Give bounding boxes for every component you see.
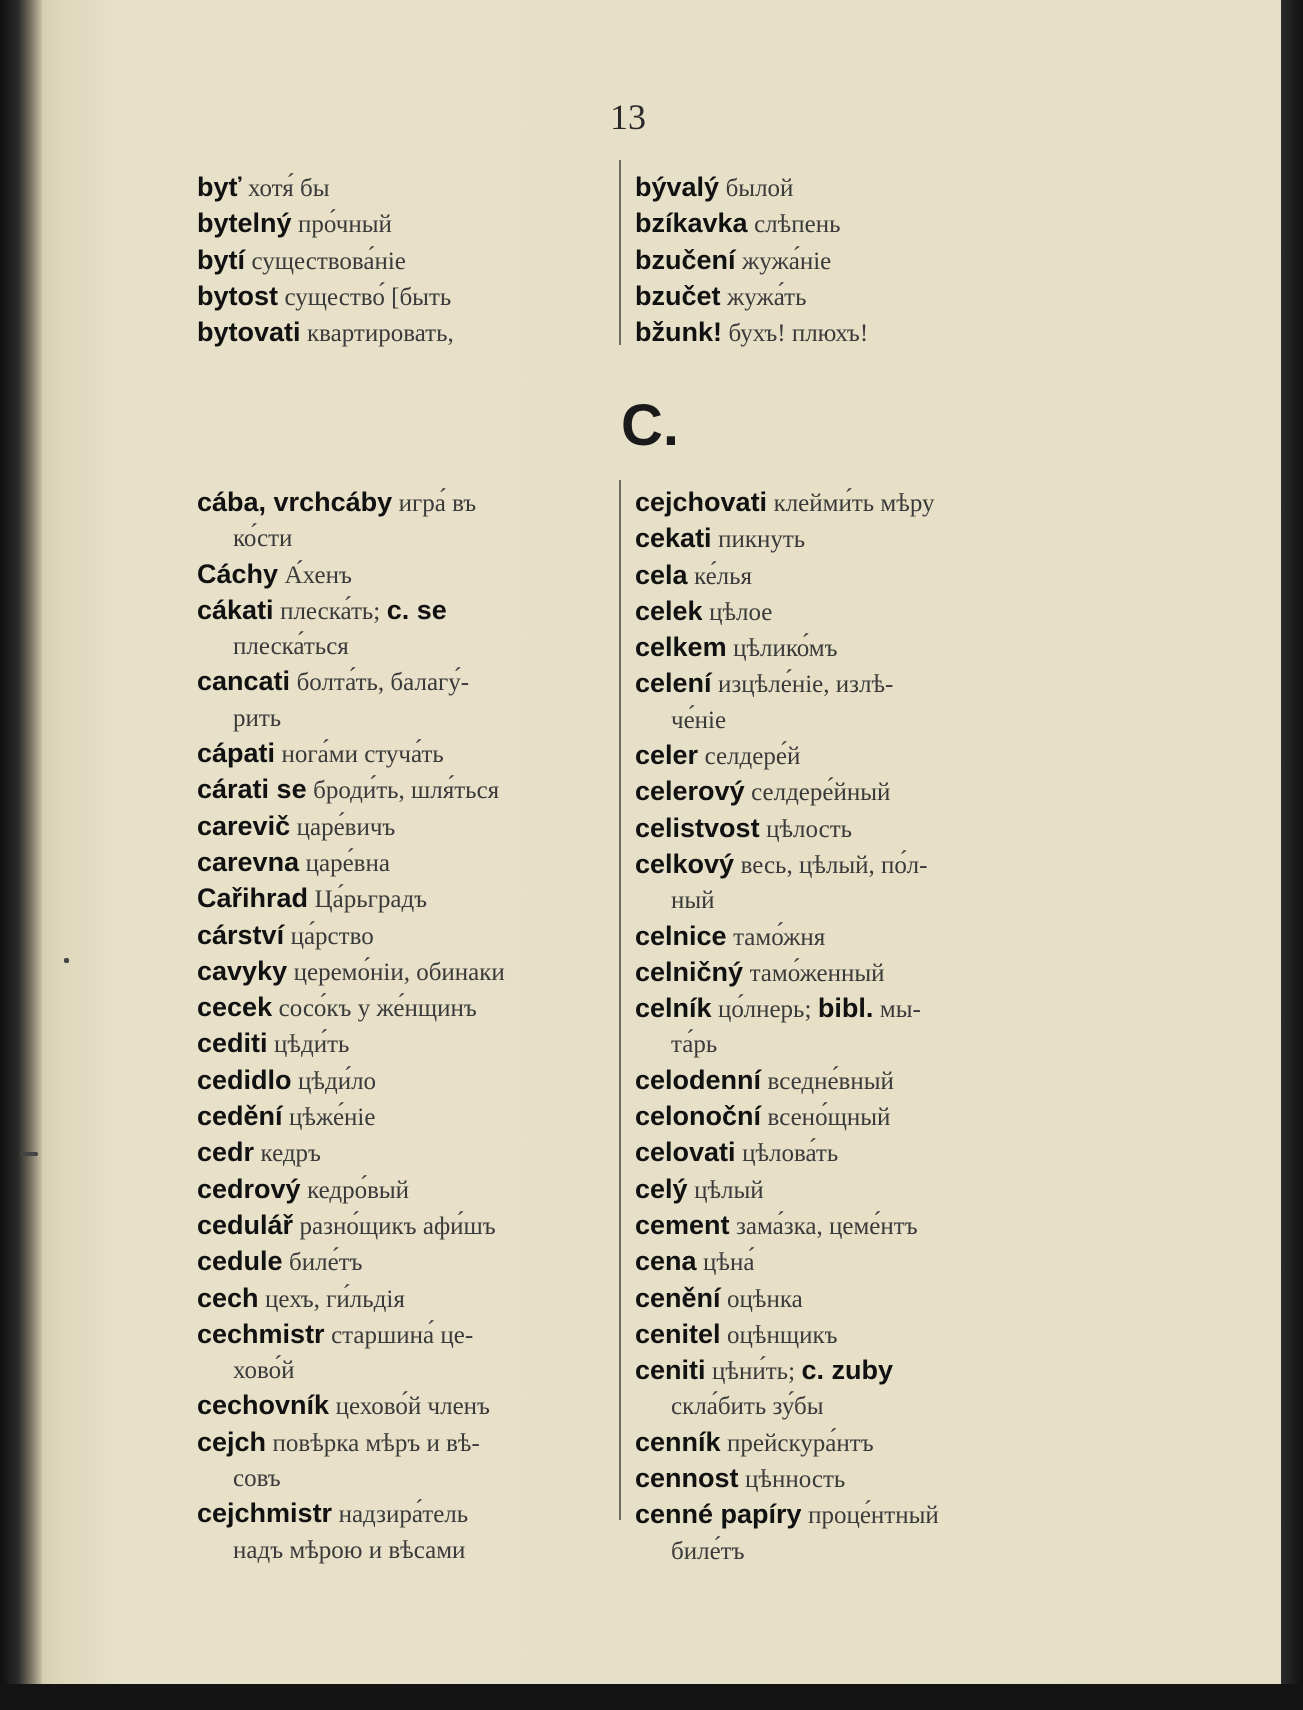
translation: пикнуть xyxy=(718,526,806,554)
headword: celničný xyxy=(635,956,744,987)
translation: игра́ въ xyxy=(398,490,477,517)
dictionary-entry xyxy=(635,1425,1055,1461)
headword: cedrový xyxy=(197,1173,301,1204)
dictionary-entry xyxy=(635,919,1055,955)
translation: всено́щный xyxy=(767,1104,891,1132)
margin-mark xyxy=(20,1152,38,1156)
headword: celerový xyxy=(635,776,745,807)
headword: bytelný xyxy=(197,208,292,239)
translation: цѣнность xyxy=(745,1466,846,1494)
headword: cedulář xyxy=(197,1209,294,1240)
headword: bzíkavka xyxy=(635,208,748,239)
translation: весь, цѣлый, по́л- xyxy=(740,851,928,879)
headword: byť xyxy=(197,172,242,202)
translation: цѣже́ніе xyxy=(289,1104,376,1132)
headword: cejch xyxy=(197,1426,267,1457)
dictionary-entry xyxy=(635,1208,1055,1244)
dictionary-entry xyxy=(197,1135,609,1171)
translation: существова́ніе xyxy=(251,247,406,275)
headword: celení xyxy=(635,668,712,699)
headword: Cařihrad xyxy=(197,883,309,914)
translation: селдере́йный xyxy=(751,779,891,807)
headword: Cáchy xyxy=(197,558,279,589)
headword: bzučet xyxy=(635,280,721,311)
dictionary-entry xyxy=(635,315,1055,351)
headword: cediti xyxy=(197,1028,268,1059)
dictionary-entry xyxy=(635,485,1055,521)
dictionary-entry xyxy=(635,666,1055,702)
headword: cákati xyxy=(197,594,274,625)
dictionary-entry xyxy=(197,1496,609,1532)
translation: царе́вичъ xyxy=(296,813,396,841)
headword: cecek xyxy=(197,992,273,1023)
translation: биле́тъ xyxy=(289,1249,363,1277)
dictionary-entry xyxy=(635,1244,1055,1280)
translation-continuation: рить xyxy=(233,704,282,732)
headword: cechmistr xyxy=(197,1318,325,1349)
translation: изцѣле́ніе, излѣ- xyxy=(718,671,894,699)
translation: про́чный xyxy=(298,211,392,239)
dictionary-entry xyxy=(635,1461,1055,1497)
dictionary-entry xyxy=(635,1172,1055,1208)
top-right-column xyxy=(635,170,1055,351)
translation-continuation: надъ мѣрою и вѣсами xyxy=(233,1536,466,1564)
headword: bytost xyxy=(197,280,278,311)
dictionary-entry xyxy=(635,594,1055,630)
translation: кедръ xyxy=(260,1140,321,1168)
entry-continuation xyxy=(197,701,609,736)
dictionary-entry xyxy=(635,738,1055,774)
translation: цехово́й членъ xyxy=(335,1393,490,1421)
translation: царе́вна xyxy=(305,849,390,877)
translation: болта́ть, балагу́- xyxy=(296,669,470,697)
translation-continuation: ко́сти xyxy=(233,525,293,553)
headword: cekati xyxy=(635,523,712,554)
section-letter: C. xyxy=(621,393,679,458)
headword: celník xyxy=(635,993,712,1024)
headword: carevna xyxy=(197,846,300,877)
headword: cancati xyxy=(197,666,291,697)
translation: былой xyxy=(725,175,794,202)
column-divider-top xyxy=(619,160,621,345)
entry-continuation xyxy=(635,883,1055,918)
headword: cárati se xyxy=(197,774,307,805)
dictionary-entry xyxy=(197,1026,609,1062)
dictionary-entry xyxy=(635,1281,1055,1317)
dictionary-entry xyxy=(197,1099,609,1135)
dictionary-entry xyxy=(635,847,1055,883)
dictionary-entry xyxy=(635,955,1055,991)
page-bottom-edge xyxy=(0,1684,1303,1710)
translation: цѣлое xyxy=(709,598,773,626)
column-divider-main xyxy=(619,480,621,1520)
headword: cedění xyxy=(197,1101,283,1132)
entry-continuation xyxy=(197,1353,609,1388)
dictionary-entry xyxy=(197,1172,609,1208)
dictionary-entry xyxy=(635,243,1055,279)
headword: cárství xyxy=(197,919,285,950)
translation: кедро́вый xyxy=(307,1176,410,1204)
dictionary-entry xyxy=(197,918,609,954)
dictionary-entry xyxy=(635,1099,1055,1135)
top-left-column xyxy=(197,170,609,351)
translation-continuation: ный xyxy=(671,887,715,915)
translation-continuation: че́ніе xyxy=(671,706,727,734)
headword: bytovati xyxy=(197,317,301,348)
dictionary-entry xyxy=(635,279,1055,315)
translation: вседне́вный xyxy=(767,1067,894,1095)
book-spine xyxy=(0,0,42,1710)
translation: существо́ [быть xyxy=(284,283,452,311)
headword: bytí xyxy=(197,244,246,275)
translation: ца́рство xyxy=(290,922,374,950)
dictionary-entry xyxy=(197,1388,609,1424)
translation: цо́лнерь; xyxy=(718,996,812,1024)
headword: cechovník xyxy=(197,1390,330,1421)
headword: celer xyxy=(635,740,699,771)
dictionary-entry xyxy=(635,521,1055,557)
headword: celý xyxy=(635,1173,688,1204)
dictionary-entry xyxy=(197,990,609,1026)
translation: плеска́ть; xyxy=(280,597,381,625)
entry-continuation xyxy=(197,1461,609,1496)
translation: цѣди́ть xyxy=(274,1031,350,1059)
translation: повѣрка мѣръ и вѣ- xyxy=(272,1429,480,1457)
headword: cenění xyxy=(635,1282,721,1313)
dictionary-entry xyxy=(197,170,609,206)
entry-continuation xyxy=(197,521,609,556)
translation: церемо́ніи, обинаки xyxy=(293,958,505,986)
headword: cennost xyxy=(635,1463,739,1494)
entry-continuation xyxy=(197,629,609,664)
dictionary-entry xyxy=(197,772,609,808)
translation: проце́нтный xyxy=(808,1502,939,1530)
sub-headword: c. zuby xyxy=(801,1355,894,1386)
headword: celkový xyxy=(635,848,735,879)
dictionary-entry xyxy=(197,1208,609,1244)
translation: слѣпень xyxy=(754,211,841,239)
entry-continuation xyxy=(197,1533,609,1568)
headword: cedr xyxy=(197,1137,255,1168)
translation: прейскура́нтъ xyxy=(727,1429,874,1457)
translation: жужа́ніе xyxy=(742,247,832,275)
dictionary-entry xyxy=(197,664,609,700)
dictionary-entry xyxy=(197,593,609,629)
translation: оцѣнщикъ xyxy=(727,1321,838,1349)
dictionary-entry xyxy=(197,557,609,593)
translation-continuation: та́рь xyxy=(671,1031,718,1059)
headword: cedidlo xyxy=(197,1064,292,1095)
headword: cavyky xyxy=(197,955,288,986)
headword: celovati xyxy=(635,1137,736,1168)
dictionary-entry xyxy=(197,1063,609,1099)
dictionary-entry xyxy=(197,1281,609,1317)
dictionary-entry xyxy=(635,1317,1055,1353)
sub-headword: c. se xyxy=(386,594,447,625)
translation: оцѣнка xyxy=(727,1285,803,1313)
headword: cech xyxy=(197,1282,259,1313)
page-right-edge xyxy=(1281,0,1303,1710)
translation-continuation: скла́бить зу́бы xyxy=(671,1393,824,1421)
translation: броди́ть, шля́ться xyxy=(313,777,500,805)
headword: celkem xyxy=(635,632,727,663)
dictionary-entry xyxy=(197,845,609,881)
translation: цѣлова́ть xyxy=(742,1140,839,1168)
translation: старшина́ це- xyxy=(331,1321,474,1349)
sub-translation: мы- xyxy=(879,996,921,1024)
headword: cenné papíry xyxy=(635,1499,802,1530)
translation: нога́ми стуча́ть xyxy=(281,741,444,769)
headword: cela xyxy=(635,559,688,590)
translation: тамо́жня xyxy=(733,923,826,951)
margin-dot xyxy=(64,958,69,963)
headword: ceniti xyxy=(635,1355,706,1386)
translation-continuation: совъ xyxy=(233,1465,281,1493)
translation: жужа́ть xyxy=(727,283,807,311)
dictionary-entry xyxy=(197,1244,609,1280)
translation-continuation: плеска́ться xyxy=(233,633,349,661)
translation: цѣлость xyxy=(766,815,853,843)
dictionary-entry xyxy=(635,1353,1055,1389)
dictionary-entry xyxy=(635,1497,1055,1533)
dictionary-entry xyxy=(635,630,1055,666)
entry-continuation xyxy=(635,703,1055,738)
headword: carevič xyxy=(197,810,291,841)
right-entry-column xyxy=(635,485,1055,1569)
dictionary-entry xyxy=(635,1135,1055,1171)
translation: цехъ, ги́льдія xyxy=(265,1285,405,1313)
translation: селдере́й xyxy=(704,743,801,771)
headword: bžunk! xyxy=(635,317,722,348)
dictionary-entry xyxy=(197,881,609,917)
translation: хотя́ бы xyxy=(247,175,330,202)
dictionary-entry xyxy=(197,736,609,772)
dictionary-entry xyxy=(635,1063,1055,1099)
dictionary-entry xyxy=(635,558,1055,594)
headword: cena xyxy=(635,1246,697,1277)
headword: cába, vrchcáby xyxy=(197,487,393,517)
headword: cement xyxy=(635,1209,730,1240)
translation: ке́лья xyxy=(694,562,753,590)
headword: celodenní xyxy=(635,1064,762,1095)
translation: цѣна́ xyxy=(703,1249,755,1277)
dictionary-entry xyxy=(197,1317,609,1353)
headword: cenník xyxy=(635,1426,721,1457)
page-number: 13 xyxy=(610,97,646,137)
entry-continuation xyxy=(635,1534,1055,1569)
translation: Ца́рьградъ xyxy=(314,886,428,914)
translation: цѣни́ть; xyxy=(712,1358,796,1386)
sub-headword: bibl. xyxy=(817,993,874,1024)
headword: celonoční xyxy=(635,1101,762,1132)
translation: А́хенъ xyxy=(284,561,352,589)
left-entry-column xyxy=(197,485,609,1568)
translation: клейми́ть мѣру xyxy=(773,490,935,517)
headword: bývalý xyxy=(635,172,720,202)
dictionary-entry xyxy=(635,811,1055,847)
translation: цѣди́ло xyxy=(298,1067,377,1095)
entry-continuation xyxy=(635,1027,1055,1062)
translation: разно́щикъ афи́шъ xyxy=(299,1212,496,1240)
dictionary-entry xyxy=(635,991,1055,1027)
headword: celistvost xyxy=(635,812,760,843)
headword: cenitel xyxy=(635,1318,721,1349)
headword: celek xyxy=(635,595,703,626)
headword: cejchmistr xyxy=(197,1498,333,1529)
headword: cápati xyxy=(197,738,276,769)
translation-continuation: биле́тъ xyxy=(671,1537,745,1565)
dictionary-entry xyxy=(197,206,609,242)
headword: cejchovati xyxy=(635,487,768,517)
translation: цѣлико́мъ xyxy=(733,635,838,663)
dictionary-entry xyxy=(197,809,609,845)
translation: зама́зка, цеме́нтъ xyxy=(736,1212,918,1240)
dictionary-entry xyxy=(635,774,1055,810)
dictionary-entry xyxy=(197,1425,609,1461)
dictionary-entry xyxy=(635,206,1055,242)
translation: тамо́женный xyxy=(749,959,885,987)
translation-continuation: хово́й xyxy=(233,1357,295,1385)
dictionary-entry xyxy=(197,485,609,521)
headword: cedule xyxy=(197,1246,283,1277)
translation: бухъ! плюхъ! xyxy=(728,320,869,348)
headword: bzučení xyxy=(635,244,736,275)
translation: квартировать, xyxy=(307,320,454,348)
dictionary-entry xyxy=(197,243,609,279)
dictionary-entry xyxy=(197,279,609,315)
translation: надзира́тель xyxy=(338,1501,469,1529)
dictionary-entry xyxy=(197,954,609,990)
dictionary-entry xyxy=(197,315,609,351)
translation: цѣлый xyxy=(694,1176,764,1204)
translation: сосо́къ у же́нщинъ xyxy=(278,995,477,1023)
headword: celnice xyxy=(635,920,727,951)
entry-continuation xyxy=(635,1389,1055,1424)
dictionary-entry xyxy=(635,170,1055,206)
